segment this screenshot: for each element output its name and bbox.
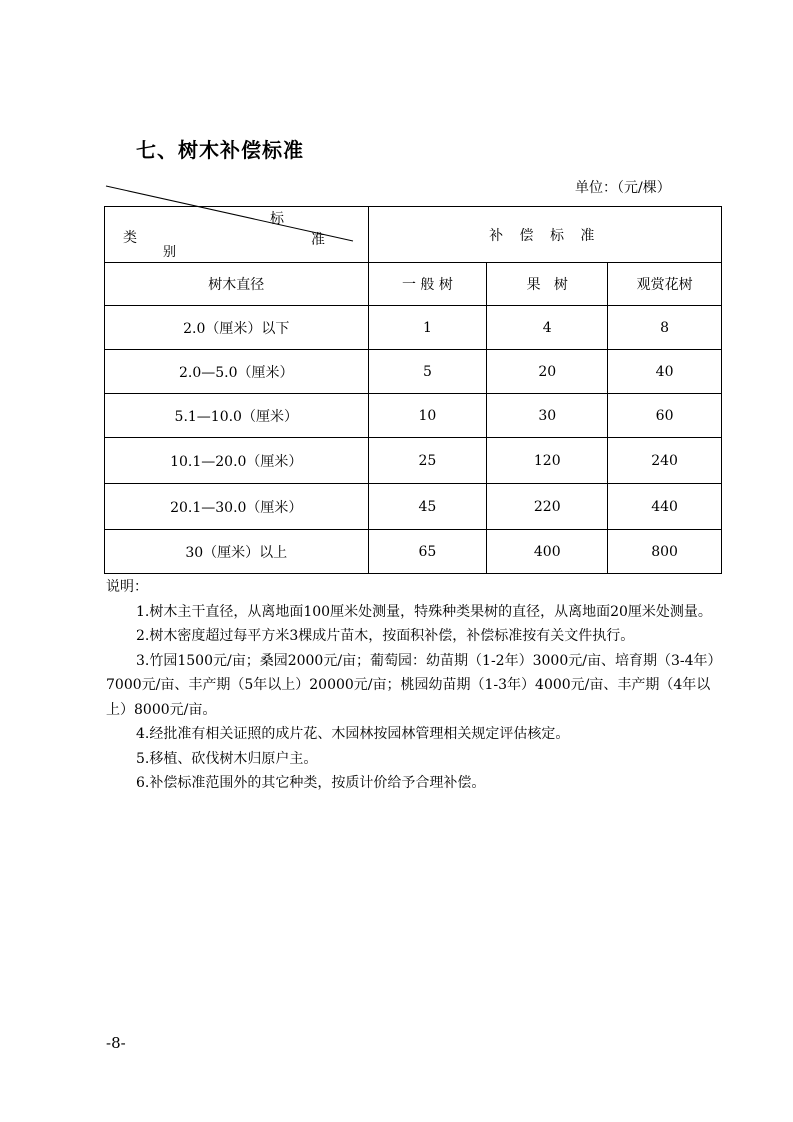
column-header-row	[105, 263, 722, 306]
diag-label-zhun: 准	[311, 232, 325, 248]
standard-header: 补 偿 标 准	[368, 207, 722, 263]
cell-ornamental: 440	[608, 484, 722, 530]
section-title: 七、树木补偿标准	[136, 138, 304, 162]
col-header-diameter: 树木直径	[105, 263, 369, 306]
diagonal-line	[104, 177, 374, 247]
cell-diameter: 5.1—10.0（厘米）	[105, 394, 369, 438]
col-header-general: 一 般 树	[368, 263, 487, 306]
note-item: 6.补偿标准范围外的其它种类，按质计价给予合理补偿。	[136, 775, 486, 791]
table-row	[105, 306, 722, 350]
cell-diameter: 2.0（厘米）以下	[105, 306, 369, 350]
note-item: 3.竹园1500元/亩；桑园2000元/亩；葡萄园：幼苗期（1-2年）3000元/亩、培育期（3-4年）7000元/亩、丰产期（5年以上）20000元/亩；桃园幼苗期（1-3年）4000元/亩、丰产期（4年以上）8000元/亩。	[106, 652, 722, 718]
cell-general: 5	[368, 350, 487, 394]
col-header-ornamental: 观赏花树	[608, 263, 722, 306]
table-row	[105, 438, 722, 484]
cell-diameter: 10.1—20.0（厘米）	[105, 438, 369, 484]
notes-label: 说明：	[106, 579, 148, 595]
table-row	[105, 394, 722, 438]
cell-fruit: 20	[487, 350, 608, 394]
cell-ornamental: 240	[608, 438, 722, 484]
page-number: -8-	[106, 1034, 126, 1052]
cell-diameter: 30（厘米）以上	[105, 530, 369, 574]
cell-fruit: 30	[487, 394, 608, 438]
diag-label-bie: 别	[163, 245, 177, 260]
cell-fruit: 120	[487, 438, 608, 484]
compensation-table	[104, 206, 722, 574]
cell-fruit: 400	[487, 530, 608, 574]
note-item: 5.移植、砍伐树木归原户主。	[136, 750, 318, 767]
table-row	[105, 484, 722, 530]
table-header-row	[105, 207, 722, 263]
table-row	[105, 530, 722, 574]
cell-ornamental: 8	[608, 306, 722, 350]
cell-general: 25	[368, 438, 487, 484]
diag-label-lei: 类	[123, 230, 137, 246]
col-header-fruit: 果 树	[487, 263, 608, 306]
cell-general: 1	[368, 306, 487, 350]
cell-general: 10	[368, 394, 487, 438]
diagonal-header-cell	[105, 207, 369, 263]
unit-label: 单位：（元/棵）	[575, 180, 671, 196]
cell-general: 65	[368, 530, 487, 574]
cell-diameter: 2.0—5.0（厘米）	[105, 350, 369, 394]
cell-ornamental: 40	[608, 350, 722, 394]
cell-fruit: 220	[487, 484, 608, 530]
cell-general: 45	[368, 484, 487, 530]
cell-fruit: 4	[487, 306, 608, 350]
table-row	[105, 350, 722, 394]
notes-section	[106, 575, 726, 796]
cell-diameter: 20.1—30.0（厘米）	[105, 484, 369, 530]
cell-ornamental: 800	[608, 530, 722, 574]
note-item: 1.树木主干直径，从离地面100厘米处测量，特殊种类果树的直径，从离地面20厘米处测量。	[136, 603, 712, 620]
cell-ornamental: 60	[608, 394, 722, 438]
diag-label-biao: 标	[270, 211, 284, 227]
note-item: 2.树木密度超过每平方米3棵成片苗木，按面积补偿，补偿标准按有关文件执行。	[136, 628, 635, 644]
note-item: 4.经批准有相关证照的成片花、木园林按园林管理相关规定评估核定。	[136, 726, 570, 742]
